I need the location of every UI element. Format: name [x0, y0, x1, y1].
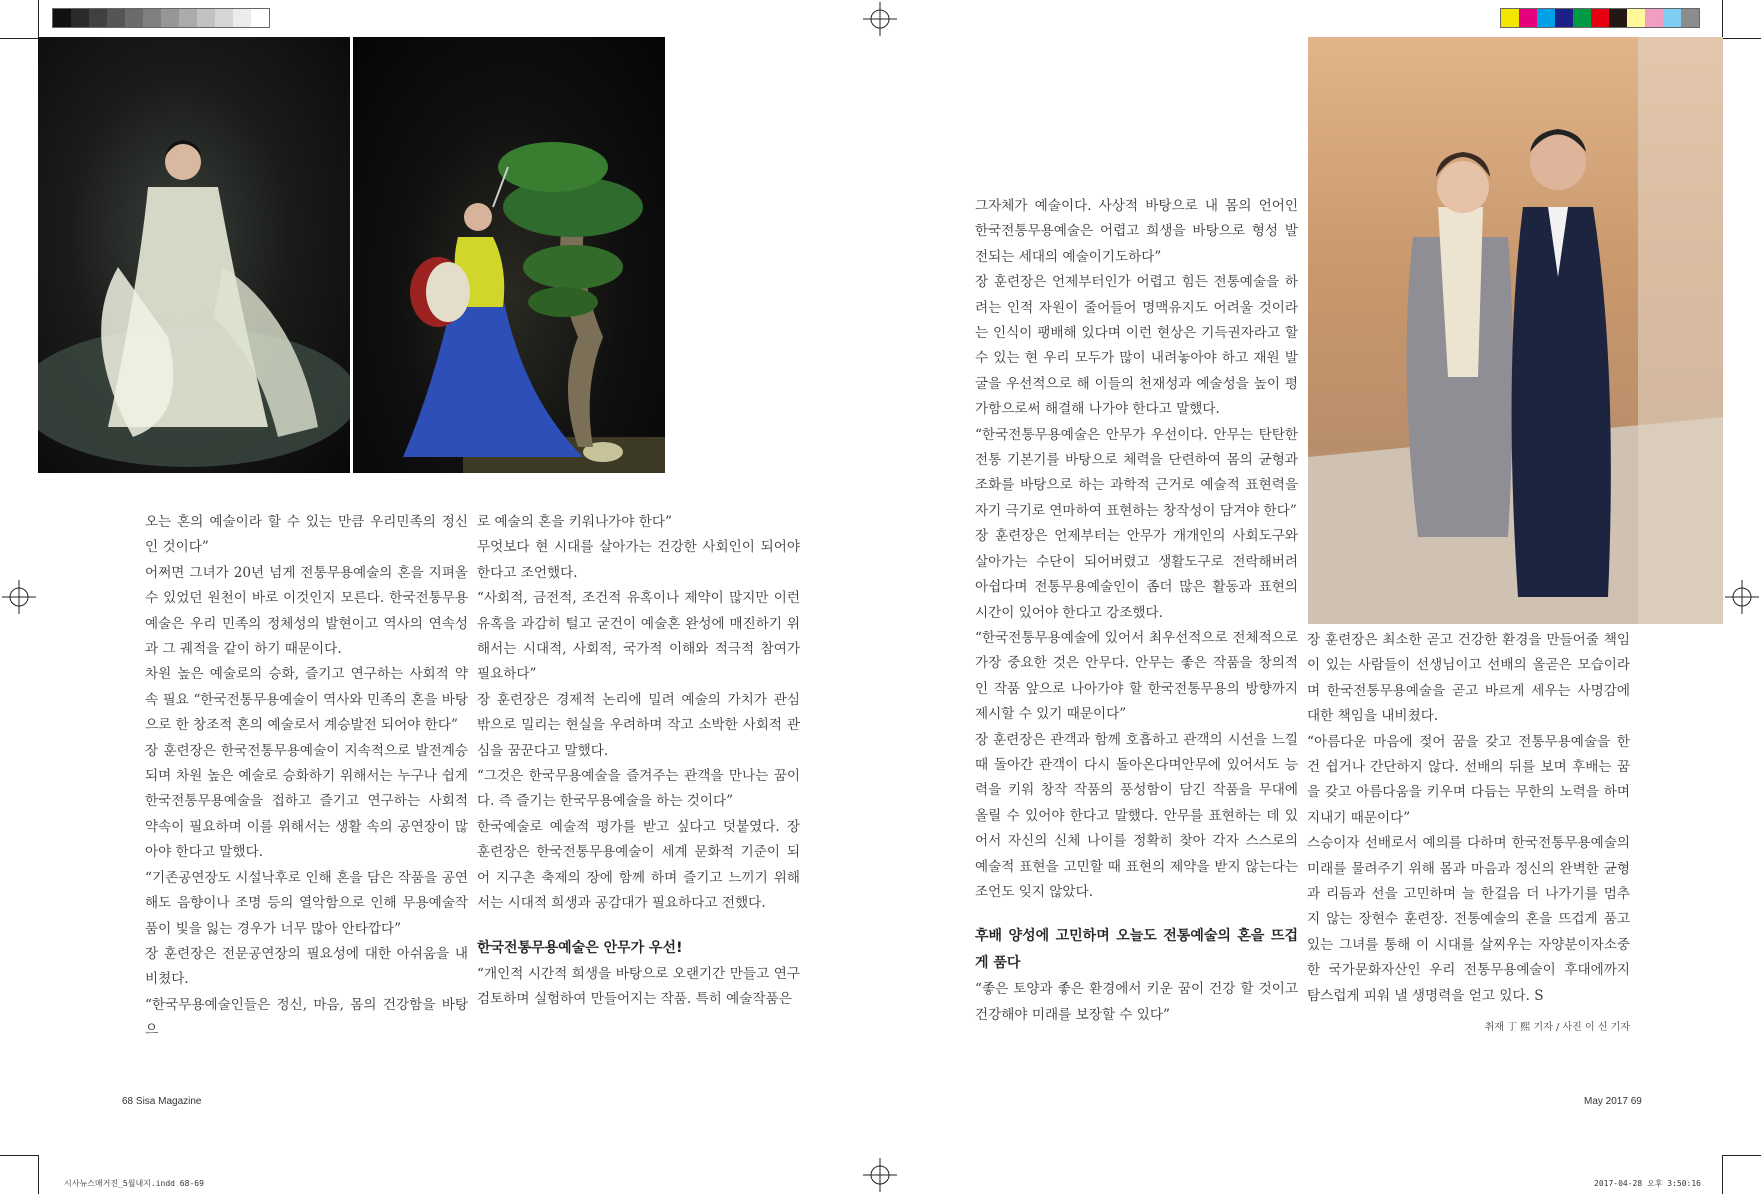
- color-swatch: [125, 9, 143, 27]
- paragraph: “사회적, 금전적, 조건적 유혹이나 제약이 많지만 이런 유혹을 과감히 털고 굳건이 예술혼 완성에 매진하기 위해서는 시대적, 사회적, 국가적 이해와 적극적 참여가 필요하다”: [477, 590, 800, 683]
- article-column-4: [1307, 628, 1630, 1041]
- paragraph: 어쩌면 그녀가 20년 넘게 전통무용예술의 혼을 지펴올 수 있었던 원천이 바로 이것인지 모른다. 한국전통무용예술은 우리 민족의 정체성의 발현이고 역사의 연속성과 그 궤적을 같이 하기 때문이다.: [145, 564, 468, 658]
- paragraph: “개인적 시간적 희생을 바탕으로 오랜기간 만들고 연구 검토하며 실험하여 만들어지는 작품. 특히 예술작품은: [477, 965, 800, 1007]
- color-swatch: [1537, 9, 1555, 27]
- section-heading: 한국전통무용예술은 안무가 우선!: [477, 939, 683, 956]
- color-swatch: [1681, 9, 1699, 27]
- color-swatch: [89, 9, 107, 27]
- color-swatch: [1555, 9, 1573, 27]
- paragraph: “한국무용예술인들은 정신, 마음, 몸의 건강함을 바탕으: [145, 996, 468, 1039]
- paragraph: 장 훈련장은 언제부터는 안무가 개개인의 사회도구와 살아가는 수단이 되어버렸고 생활도구로 전락해버려 아쉽다며 전통무용예술인이 좀더 많은 활동과 표현의 시간이 있어야 한다고 강조했다.: [975, 528, 1298, 621]
- color-swatch: [161, 9, 179, 27]
- page-folio-right: May 2017 69: [1584, 1096, 1642, 1107]
- color-swatch: [53, 9, 71, 27]
- registration-mark: [1725, 580, 1759, 614]
- color-swatch: [251, 9, 269, 27]
- color-swatch: [179, 9, 197, 27]
- dancer-with-white-scarf-photo: [38, 37, 350, 473]
- registration-mark: [863, 2, 897, 36]
- color-swatch: [107, 9, 125, 27]
- color-swatch: [1609, 9, 1627, 27]
- article-column-2: [477, 510, 800, 1012]
- article-column-1: [145, 510, 468, 1044]
- article-column-3: [975, 194, 1298, 1028]
- paragraph: 장 훈련장은 관객과 함께 호흡하고 관객의 시선을 느낄 때 돌아간 관객이 다시 돌아온다며안무에 있어서도 능력을 키워 창작 작품의 풍성함이 담긴 작품을 무대에 올릴 수 있어야 한다고 말했다. 안무를 표현하는 데 있어서 자신의 신체 나이를 정확히 찾아 각자 스스로의 예술적 표현을 고민할 때 표현의 제약을 받지 않는다는 조언도 잊지 않았다.: [975, 731, 1298, 900]
- color-swatch: [215, 9, 233, 27]
- paragraph: 차원 높은 예술로의 승화, 즐기고 연구하는 사회적 약속 필요 “한국전통무용예술이 역사와 민족의 혼을 바탕으로 한 창조적 혼의 예술로서 계승발전 되어야 한다”: [145, 666, 468, 734]
- timestamp-slug: 2017-04-28 오후 3:50:16: [1594, 1179, 1701, 1188]
- color-swatch: [233, 9, 251, 27]
- paragraph: 장 훈련장은 언제부터인가 어렵고 힘든 전통예술을 하려는 인적 자원이 줄어들어 명맥유지도 어려울 것이라는 인식이 팽배해 있다며 이런 현상은 기득권자라고 할 수 있는 현 우리 모두가 많이 내려놓아야 하고 재원 발굴을 우선적으로 해 이들의 천재성과 예술성을 높이 평가함으로써 해결해 나가야 한다고 말했다.: [975, 274, 1298, 418]
- paragraph: 장 훈련장은 경제적 논리에 밀려 예술의 가치가 관심 밖으로 밀리는 현실을 우려하며 작고 소박한 사회적 관심을 꿈꾼다고 말했다.: [477, 691, 800, 759]
- crop-mark: [38, 0, 39, 38]
- paragraph: 장 훈련장은 최소한 곧고 건강한 환경을 만들어줄 책임이 있는 사람들이 선생님이고 선배의 올곧은 모습이라며 한국전통무용예술을 곧고 바르게 세우는 사명감에 대한 책임을 내비쳤다.: [1307, 632, 1630, 725]
- color-swatch: [71, 9, 89, 27]
- paragraph: “한국전통무용예술에 있어서 최우선적으로 전체적으로 가장 중요한 것은 안무다. 안무는 좋은 작품을 창의적인 작품 앞으로 나아가야 할 한국전통무용의 방향까지 제시할 수 있기 때문이다”: [975, 629, 1298, 723]
- paragraph: 장 훈련장은 한국전통무용예술이 지속적으로 발전계승되며 차원 높은 예술로 승화하기 위해서는 누구나 쉽게 한국전통무용예술을 접하고 즐기고 연구하는 사회적 약속이 필요하며 이를 위해서는 생활 속의 공연장이 많아야 한다고 말했다.: [145, 742, 468, 861]
- paragraph: 한국예술로 예술적 평가를 받고 싶다고 덧붙였다. 장 훈련장은 한국전통무용예술이 세계 문화적 기준이 되어 지구촌 축제의 장에 함께 하며 즐기고 느끼기 위해서는 시대적 희생과 공감대가 필요하다고 전했다.: [477, 818, 800, 912]
- color-swatch: [197, 9, 215, 27]
- drum-dance-performance-photo: [353, 37, 665, 473]
- paragraph: 로 예술의 혼을 키워나가야 한다”: [477, 514, 672, 530]
- paragraph: 그자체가 예술이다. 사상적 바탕으로 내 몸의 언어인 한국전통무용예술은 어렵고 희생을 바탕으로 형성 발전되는 세대의 예술이기도하다”: [975, 198, 1298, 265]
- color-swatch: [1627, 9, 1645, 27]
- paragraph: 무엇보다 현 시대를 살아가는 건강한 사회인이 되어야 한다고 조언했다.: [477, 539, 800, 581]
- color-swatch: [1663, 9, 1681, 27]
- page-folio-left: 68 Sisa Magazine: [122, 1096, 202, 1107]
- paragraph: “한국전통무용예술은 안무가 우선이다. 안무는 탄탄한 전통 기본기를 바탕으로 체력을 단련하여 몸의 균형과 조화를 바탕으로 하는 과학적 근거로 예술적 표현력을 자기 극기로 연마하여 표현하는 창작성이 담겨야 한다”: [975, 426, 1298, 519]
- paragraph: 오는 혼의 예술이라 할 수 있는 만큼 우리민족의 정신인 것이다”: [145, 514, 468, 556]
- paragraph: “기존공연장도 시설낙후로 인해 혼을 담은 작품을 공연해도 음향이나 조명 등의 열악함으로 인해 무용예술작품이 빛을 잃는 경우가 너무 많아 안타깝다”: [145, 869, 468, 937]
- registration-mark: [2, 580, 36, 614]
- file-slug: 시사뉴스매거진_5월내지.indd 68-69: [64, 1179, 204, 1188]
- crop-mark: [38, 1155, 39, 1194]
- gray-swatch-bar: [52, 8, 270, 28]
- color-swatch-bar: [1500, 8, 1700, 28]
- crop-mark: [0, 38, 38, 39]
- section-heading: 후배 양성에 고민하며 오늘도 전통예술의 혼을 뜨겁게 품다: [975, 928, 1298, 972]
- color-swatch: [1519, 9, 1537, 27]
- couple-portrait-photo: [1308, 37, 1723, 624]
- color-swatch: [143, 9, 161, 27]
- photo-credit: 취재 丁 熙 기자 / 사진 이 신 기자: [1484, 1022, 1630, 1034]
- crop-mark: [1722, 1155, 1761, 1156]
- paragraph: “아름다운 마음에 젖어 꿈을 갖고 전통무용예술을 한 건 쉽거나 간단하지 않다. 선배의 뒤를 보며 후배는 꿈을 갖고 아름다움을 키우며 다듬는 무한의 노력을 하며 지내기 때문이다”: [1307, 733, 1630, 826]
- color-swatch: [1573, 9, 1591, 27]
- crop-mark: [1722, 0, 1723, 38]
- crop-mark: [0, 1155, 38, 1156]
- color-swatch: [1501, 9, 1519, 27]
- paragraph: “좋은 토양과 좋은 환경에서 키운 꿈이 건강 할 것이고 건강해야 미래를 보장할 수 있다”: [975, 981, 1298, 1023]
- paragraph: 장 훈련장은 전문공연장의 필요성에 대한 아쉬움을 내비쳤다.: [145, 945, 468, 988]
- paragraph: 스승이자 선배로서 예의를 다하며 한국전통무용예술의 미래를 물려주기 위해 몸과 마음과 정신의 완벽한 균형과 리듬과 선을 고민하며 늘 한걸음 더 나가기를 멈추지 않는 장현수 훈련장. 전통예술의 혼을 뜨겁게 품고 있는 그녀를 통해 이 시대를 살찌우는 자양분이자소중한 국가문화자산인 우리 전통무용예술이 후대에까지 탐스럽게 피워 낼 생명력을 얻고 있다. S: [1307, 835, 1630, 1004]
- paragraph: “그것은 한국무용예술을 즐겨주는 관객을 만나는 꿈이다. 즉 즐기는 한국무용예술을 하는 것이다”: [477, 768, 800, 810]
- color-swatch: [1645, 9, 1663, 27]
- color-swatch: [1591, 9, 1609, 27]
- registration-mark: [863, 1158, 897, 1192]
- crop-mark: [1722, 38, 1761, 39]
- crop-mark: [1722, 1155, 1723, 1194]
